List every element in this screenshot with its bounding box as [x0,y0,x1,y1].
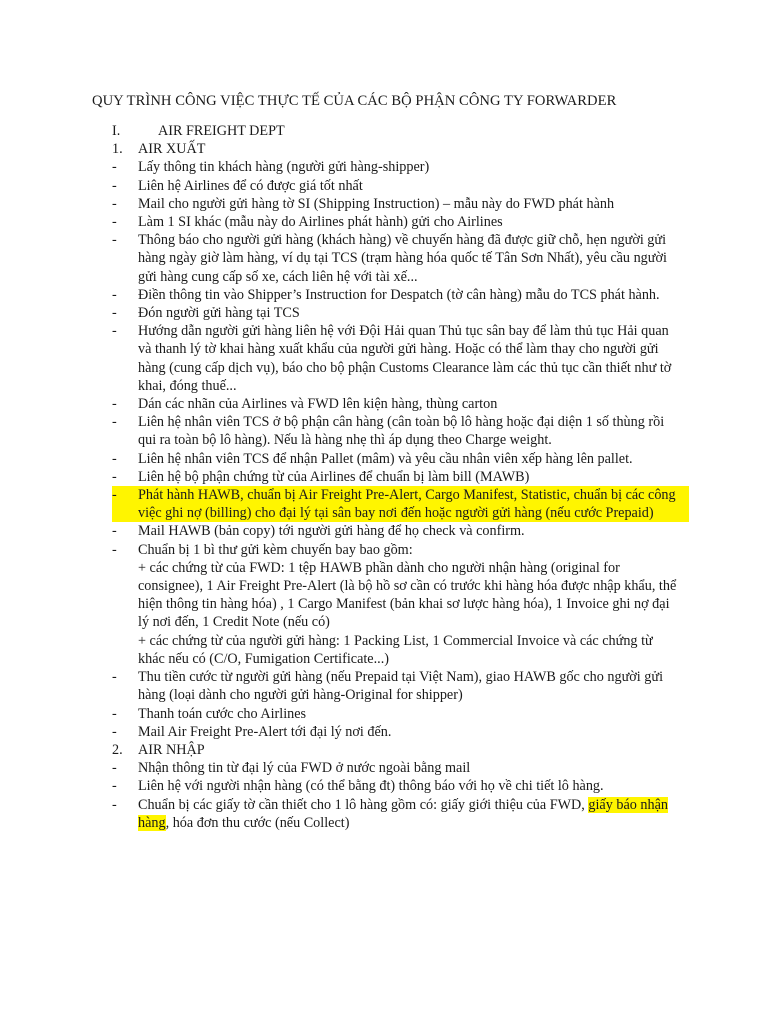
list-item [112,777,682,795]
list-item [112,158,682,176]
list-item-text: Hướng dẫn người gửi hàng liên hệ với Đội Hải quan Thủ tục sân bay để làm thủ tục Hải quan và thanh lý tờ khai hàng xuất khẩu của người gửi hàng. Hoặc có thể làm thay cho người gửi hàng (cung cấp dịch vụ), báo cho bộ phận Customs Clearance làm các thủ tục cần thiết như tờ khai, đóng thuế... [138,323,672,394]
subsection-label: AIR XUẤT [138,141,206,158]
bullet-dash: - [112,159,117,176]
shipper-documents: + các chứng từ của người gửi hàng: 1 Packing List, 1 Commercial Invoice và các chứng từ khác nếu có (C/O, Fumigation Certificate...) [138,632,653,667]
list-item [112,304,682,322]
list-item-text: Liên hệ với người nhận hàng (có thể bằng đt) thông báo với họ về chi tiết lô hàng. [138,778,604,795]
list-item [112,450,682,468]
list-item-text: Thu tiền cước từ người gửi hàng (nếu Prepaid tại Việt Nam), giao HAWB gốc cho người gửi hàng (loại dành cho người gửi hàng-Original for shipper) [138,669,664,704]
bullet-dash: - [112,323,117,340]
section-label: AIR FREIGHT DEPT [158,123,285,139]
list-item-text: Thông báo cho người gửi hàng (khách hàng) về chuyến hàng đã được giữ chỗ, hẹn người gửi hàng ngày giờ làm hàng, ví dụ tại TCS (trạm hàng hóa quốc tế Tân Sơn Nhất), yêu cầu người gửi hàng cung cấp số xe, cách liên hệ với tài xế... [138,232,667,285]
subsection-number: 1. [112,141,123,158]
list-item-text: Lấy thông tin khách hàng (người gửi hàng-shipper) [138,159,430,176]
list-item [112,322,682,395]
list-item-text: Thanh toán cước cho Airlines [138,705,307,722]
subsection-number: 2. [112,741,123,758]
bullet-dash: - [112,669,117,686]
list-item-text: Dán các nhãn của Airlines và FWD lên kiện hàng, thùng carton [138,396,498,413]
bullet-dash: - [112,195,117,212]
highlighted-phrase: giấy báo nhận hàng [138,796,668,831]
list-item-text: Làm 1 SI khác (mẫu này do Airlines phát hành) gửi cho Airlines [138,214,503,231]
bullet-dash: - [112,177,117,194]
list-item [112,705,682,723]
fwd-documents: + các chứng từ của FWD: 1 tệp HAWB phần dành cho người nhận hàng (original for consignee), 1 Air Freight Pre-Alert (là bộ hồ sơ cần có trước khi hàng hóa được nhập khẩu, thể hiện thông tin hàng hóa) , 1 Cargo Manifest (bản khai sơ lược hàng hóa), 1 Invoice ghi nợ đại lý nơi đến, 1 Credit Note (nếu có) [138,559,677,631]
bullet-dash: - [112,232,117,249]
section-heading [112,122,682,140]
list-item-text: Liên hệ nhân viên TCS để nhận Pallet (mâm) và yêu cầu nhân viên xếp hàng lên pallet. [138,450,633,467]
bullet-dash: - [112,286,117,303]
subsection-label: AIR NHẬP [138,741,205,758]
bullet-dash: - [112,760,117,777]
list-item [112,796,682,832]
item-text-after: , hóa đơn thu cước (nếu Collect) [165,814,350,831]
subsection-heading [112,741,682,759]
list-item [112,468,682,486]
list-item [112,759,682,777]
list-item [112,723,682,741]
bullet-dash: - [112,705,117,722]
bullet-dash: - [112,796,117,813]
section-number: I. [112,123,121,139]
bullet-dash: - [112,214,117,231]
bullet-dash: - [112,487,117,504]
document-title: QUY TRÌNH CÔNG VIỆC THỰC TẾ CỦA CÁC BỘ PHẬN CÔNG TY FORWARDER [92,93,617,109]
list-item-text: Liên hệ bộ phận chứng từ của Airlines để chuẩn bị làm bill (MAWB) [138,468,530,485]
bullet-dash: - [112,450,117,467]
item-text-before: Chuẩn bị các giấy tờ cần thiết cho 1 lô hàng gồm có: giấy giới thiệu của FWD, [138,796,589,813]
bullet-dash: - [112,414,117,431]
list-item-text: Mail HAWB (bản copy) tới người gửi hàng để họ check và confirm. [138,523,525,540]
list-item-text [138,796,682,832]
subsection-heading [112,140,682,158]
bullet-dash: - [112,541,117,558]
bullet-dash: - [112,305,117,322]
list-item-text: Đón người gửi hàng tại TCS [138,305,300,322]
list-item-text: Mail cho người gửi hàng tờ SI (Shipping Instruction) – mẫu này do FWD phát hành [138,195,615,212]
list-item-text: Liên hệ nhân viên TCS ở bộ phận cân hàng (cân toàn bộ lô hàng hoặc đại diện 1 số thùng rồi qui ra toàn bộ lô hàng). Nếu là hàng nhẹ thì áp dụng theo Charge weight. [138,414,665,449]
bullet-dash: - [112,523,117,540]
list-item-text: Liên hệ Airlines để có được giá tốt nhất [138,177,363,194]
bullet-dash: - [112,778,117,795]
list-item-text: Mail Air Freight Pre-Alert tới đại lý nơi đến. [138,723,392,740]
bullet-dash: - [112,468,117,485]
list-item [112,413,682,449]
list-item [112,395,682,413]
list-item-text [138,541,682,668]
list-item [112,522,682,540]
document-body [112,122,682,832]
highlighted-list-item [112,486,689,522]
list-item-text: Nhận thông tin từ đại lý của FWD ở nước ngoài bằng mail [138,760,471,777]
list-item-text: Điền thông tin vào Shipper’s Instruction for Despatch (tờ cân hàng) mẫu do TCS phát hành. [138,286,660,303]
list-item [112,213,682,231]
bullet-dash: - [112,723,117,740]
list-item [112,668,682,704]
bullet-dash: - [112,396,117,413]
letter-intro: Chuẩn bị 1 bì thư gửi kèm chuyến bay bao gồm: [138,541,413,558]
list-item [112,231,682,286]
list-item [112,177,682,195]
list-item [112,286,682,304]
list-item [112,195,682,213]
list-item [112,541,682,668]
highlighted-item-text: Phát hành HAWB, chuẩn bị Air Freight Pre-Alert, Cargo Manifest, Statistic, chuẩn bị các công việc ghi nợ (billing) cho đại lý tại sân bay nơi đến hoặc người gửi hàng (nếu cước Prepaid) [138,487,676,522]
